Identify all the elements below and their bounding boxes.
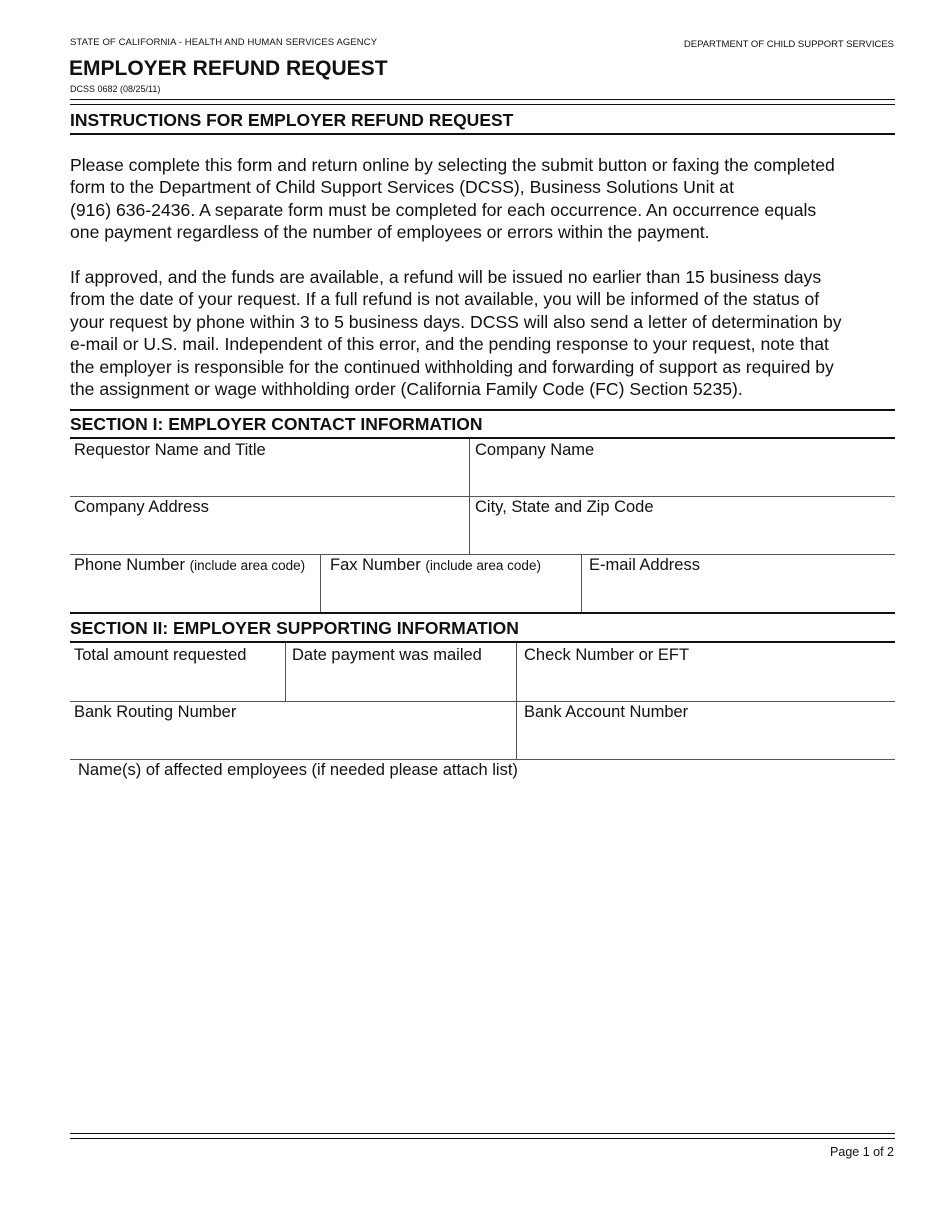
fax-label: Fax Number [330,556,421,574]
paragraph-line: from the date of your request. If a full refund is not available, you will be informed of the status of [70,289,820,310]
email-address-field[interactable]: E-mail Address [589,556,700,574]
paragraph-line: the assignment or wage withholding order (California Family Code (FC) Section 5235). [70,379,743,400]
requestor-name-field[interactable]: Requestor Name and Title [74,441,266,459]
agency-name: STATE OF CALIFORNIA - HEALTH AND HUMAN SERVICES AGENCY [70,37,378,48]
phone-label: Phone Number [74,556,185,574]
paragraph-line: e-mail or U.S. mail. Independent of this error, and the pending response to your request, note that [70,334,829,355]
bank-routing-field[interactable]: Bank Routing Number [74,703,237,721]
form-title: EMPLOYER REFUND REQUEST [69,57,388,80]
paragraph-line: your request by phone within 3 to 5 business days. DCSS will also send a letter of determination by [70,311,842,332]
section1-rule-top [70,409,895,411]
header-rule-bottom [70,104,895,105]
company-name-field[interactable]: Company Name [475,441,595,459]
divider [70,701,895,702]
divider [70,554,895,555]
paragraph-line: Please complete this form and return online by selecting the submit button or faxing the completed [70,155,835,175]
paragraph-line: If approved, and the funds are available, a refund will be issued no earlier than 15 business days [70,267,822,287]
instructions-title: INSTRUCTIONS FOR EMPLOYER REFUND REQUEST [70,110,514,130]
header-rule-top [70,99,895,100]
fax-note: (include area code) [425,558,541,573]
instructions-paragraph-2 [70,266,900,400]
divider [285,643,286,701]
section1-title: SECTION I: EMPLOYER CONTACT INFORMATION [70,414,483,434]
paragraph-line: form to the Department of Child Support Services (DCSS), Business Solutions Unit at [70,177,734,198]
city-state-zip-field[interactable]: City, State and Zip Code [475,498,654,516]
divider [70,759,895,760]
instructions-rule [70,133,895,135]
affected-employees-field[interactable]: Name(s) of affected employees (if needed please attach list) [78,761,518,779]
date-mailed-field[interactable]: Date payment was mailed [292,646,482,664]
section2-rule-top [70,612,895,614]
section2-title: SECTION II: EMPLOYER SUPPORTING INFORMATION [70,618,519,638]
department-name: DEPARTMENT OF CHILD SUPPORT SERVICES [683,39,894,50]
fax-number-field[interactable] [330,556,541,575]
divider [320,555,321,612]
section2-rule-bottom [70,641,895,643]
divider [469,439,470,555]
bank-account-field[interactable]: Bank Account Number [524,703,689,721]
page-number: Page 1 of 2 [830,1145,894,1159]
footer-rule-bottom [70,1138,895,1139]
paragraph-line: one payment regardless of the number of employees or errors within the payment. [70,222,710,243]
phone-note: (include area code) [189,558,306,573]
divider [70,496,895,497]
company-address-field[interactable]: Company Address [74,498,209,516]
paragraph-line: the employer is responsible for the continued withholding and forwarding of support as required by [70,356,834,377]
total-amount-field[interactable]: Total amount requested [74,646,247,664]
paragraph-line: (916) 636-2436. A separate form must be completed for each occurrence. An occurrence equals [70,199,817,220]
divider [581,555,582,612]
phone-number-field[interactable] [74,556,305,575]
footer-rule-top [70,1133,895,1134]
check-number-field[interactable]: Check Number or EFT [524,646,690,664]
form-code: DCSS 0682 (08/25/11) [70,84,161,94]
section1-rule-bottom [70,437,895,439]
instructions-paragraph-1 [70,154,900,244]
